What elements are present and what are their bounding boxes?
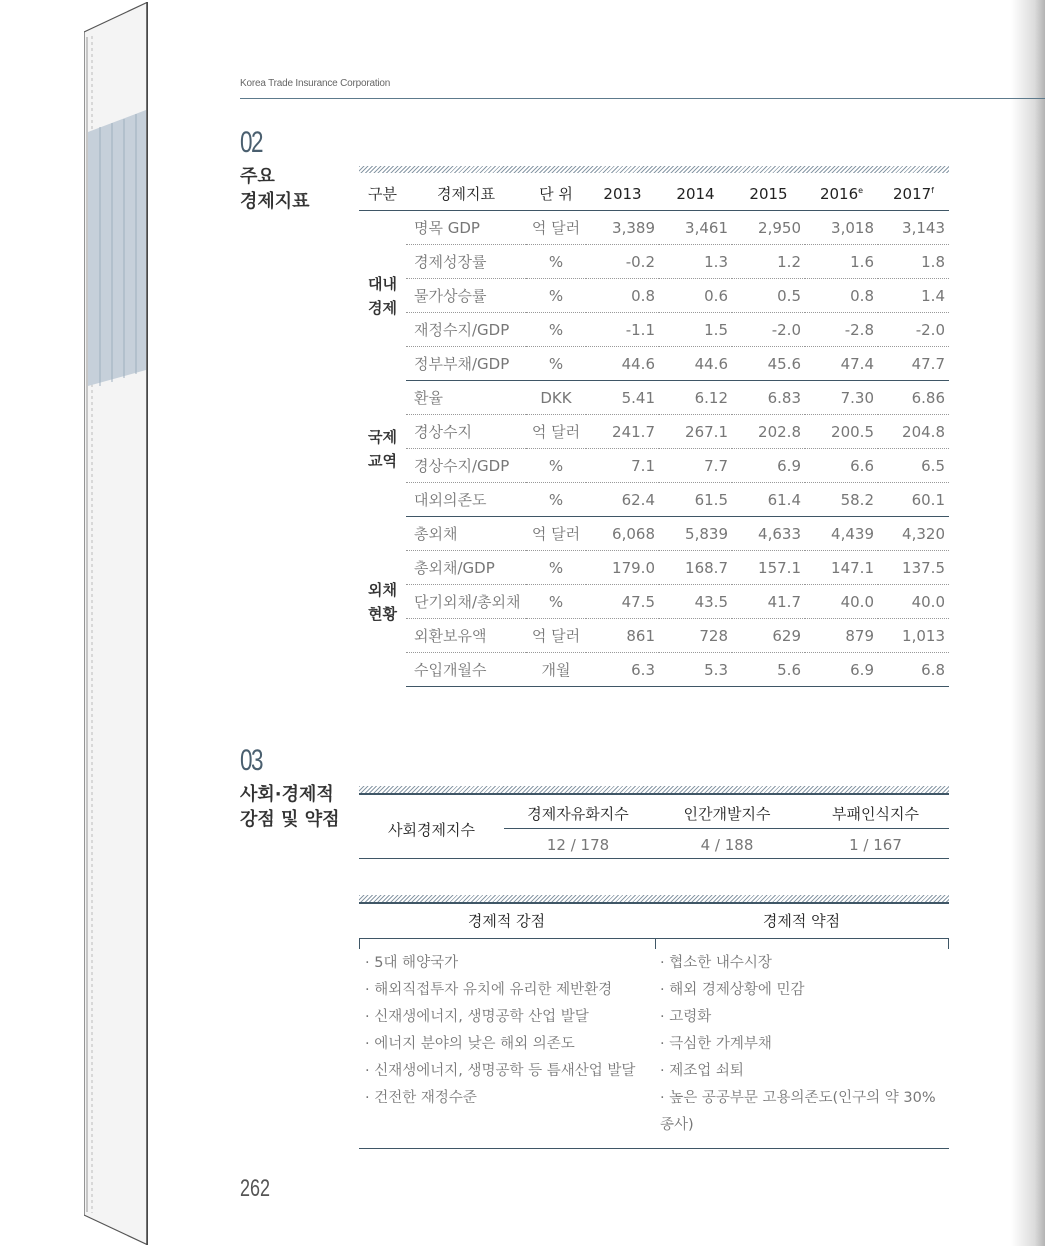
indicator-unit: DKK <box>526 381 586 415</box>
table-row <box>359 551 949 585</box>
year-header: 2017$^f$ <box>878 177 949 211</box>
indicator-value: 3,461 <box>659 211 732 245</box>
weakness-list <box>654 950 949 1139</box>
indicator-unit: 억 달러 <box>526 415 586 449</box>
table-hatch-bar <box>359 166 949 173</box>
indicator-value: 200.5 <box>805 415 878 449</box>
page <box>148 0 1045 1246</box>
table-row <box>359 449 949 483</box>
indicator-value: 267.1 <box>659 415 732 449</box>
indicator-value: 44.6 <box>586 347 659 381</box>
indicator-value: 47.7 <box>878 347 949 381</box>
table-header-row <box>359 904 949 938</box>
indicator-value: 5.41 <box>586 381 659 415</box>
indicator-value: 168.7 <box>659 551 732 585</box>
indicator-unit: % <box>526 551 586 585</box>
indicator-value: 61.5 <box>659 483 732 517</box>
indicator-value: 147.1 <box>805 551 878 585</box>
indicator-name: 재정수지/GDP <box>406 313 526 347</box>
table-row <box>359 415 949 449</box>
indicator-value: 0.6 <box>659 279 732 313</box>
section-number: 02 <box>240 126 263 159</box>
indicator-name: 외환보유액 <box>406 619 526 653</box>
strengths-weaknesses-table <box>359 904 949 1133</box>
indicator-value: 137.5 <box>878 551 949 585</box>
indicator-name: 경상수지 <box>406 415 526 449</box>
indicator-value: 2,950 <box>732 211 805 245</box>
table-header-row <box>359 177 949 211</box>
indicator-value: -2.0 <box>732 313 805 347</box>
socio-economic-index-table <box>359 798 949 861</box>
indicator-value: 1.5 <box>659 313 732 347</box>
section-title-line: 주요 <box>240 166 275 187</box>
section-title <box>240 782 339 832</box>
strength-item: · 해외직접투자 유치에 유리한 제반환경 <box>365 977 654 1004</box>
index-value: 12 / 178 <box>546 836 610 854</box>
indicator-value: 58.2 <box>805 483 878 517</box>
strength-item: · 에너지 분야의 낮은 해외 의존도 <box>365 1031 654 1058</box>
indicator-value: -0.2 <box>586 245 659 279</box>
indicator-unit: % <box>526 313 586 347</box>
indicator-value: 157.1 <box>732 551 805 585</box>
header-bracket <box>655 938 949 949</box>
group-label: 국제 교역 <box>368 427 397 470</box>
group-label: 대내 경제 <box>368 274 397 317</box>
indicator-value: 3,018 <box>805 211 878 245</box>
strength-item: · 신재생에너지, 생명공학 산업 발달 <box>365 1004 654 1031</box>
indicator-value: 47.5 <box>586 585 659 619</box>
book-edge <box>84 2 148 1245</box>
indicator-value: 62.4 <box>586 483 659 517</box>
indicator-unit: % <box>526 347 586 381</box>
col-header: 인간개발지수 <box>652 798 802 829</box>
year-header: 2014 <box>659 177 732 211</box>
header-bracket <box>359 938 656 949</box>
table-row <box>359 653 949 687</box>
header-rule <box>240 98 1045 99</box>
indicator-value: 879 <box>805 619 878 653</box>
indicator-value: 241.7 <box>586 415 659 449</box>
table-row <box>359 483 949 517</box>
economic-indicators-table <box>359 177 949 687</box>
indicator-name: 정부부채/GDP <box>406 347 526 381</box>
section-title-line: 사회·경제적 <box>240 784 334 805</box>
indicator-unit: % <box>526 245 586 279</box>
indicator-value: 4,320 <box>878 517 949 551</box>
indicator-value: 1.6 <box>805 245 878 279</box>
indicator-value: -2.8 <box>805 313 878 347</box>
indicator-unit: % <box>526 449 586 483</box>
weakness-item: · 고령화 <box>660 1004 949 1031</box>
strength-item: · 건전한 재정수준 <box>365 1085 654 1112</box>
year-header: 2013 <box>586 177 659 211</box>
indicator-value: 728 <box>659 619 732 653</box>
indicator-value: 44.6 <box>659 347 732 381</box>
indicator-value: 861 <box>586 619 659 653</box>
col-header: 구분 <box>359 177 406 211</box>
indicator-value: 7.30 <box>805 381 878 415</box>
indicator-value: 629 <box>732 619 805 653</box>
indicator-value: 4,633 <box>732 517 805 551</box>
table-bottom-rule <box>359 858 949 859</box>
indicator-value: 43.5 <box>659 585 732 619</box>
indicator-name: 수입개월수 <box>406 653 526 687</box>
indicator-value: 3,389 <box>586 211 659 245</box>
weakness-header: 경제적 약점 <box>762 912 841 930</box>
indicator-name: 경제성장률 <box>406 245 526 279</box>
indicator-value: 204.8 <box>878 415 949 449</box>
section-title-line: 강점 및 약점 <box>240 809 340 830</box>
indicator-unit: 억 달러 <box>526 619 586 653</box>
indicator-value: 40.0 <box>805 585 878 619</box>
indicator-value: 60.1 <box>878 483 949 517</box>
table-header-row <box>359 798 949 829</box>
indicator-value: 6.3 <box>586 653 659 687</box>
group-label: 외채 현황 <box>368 580 397 623</box>
weakness-item: · 제조업 쇠퇴 <box>660 1058 949 1085</box>
page-number: 262 <box>240 1175 271 1202</box>
indicator-value: 5,839 <box>659 517 732 551</box>
page-fold-shadow <box>1011 0 1045 1246</box>
indicator-value: 7.7 <box>659 449 732 483</box>
indicator-value: 4,439 <box>805 517 878 551</box>
indicator-name: 명목 GDP <box>406 211 526 245</box>
table-row <box>359 585 949 619</box>
indicator-value: 202.8 <box>732 415 805 449</box>
indicator-value: 6.6 <box>805 449 878 483</box>
table-row <box>359 211 949 245</box>
weakness-item: · 극심한 가계부채 <box>660 1031 949 1058</box>
indicator-unit: 개월 <box>526 653 586 687</box>
weakness-item: · 해외 경제상황에 민감 <box>660 977 949 1004</box>
strength-header: 경제적 강점 <box>467 912 546 930</box>
indicator-unit: % <box>526 483 586 517</box>
indicator-value: 1.3 <box>659 245 732 279</box>
indicator-value: 6.9 <box>732 449 805 483</box>
indicator-value: 6.12 <box>659 381 732 415</box>
indicator-value: -1.1 <box>586 313 659 347</box>
section-number: 03 <box>240 744 263 777</box>
indicator-name: 환율 <box>406 381 526 415</box>
indicator-unit: % <box>526 279 586 313</box>
indicator-name: 경상수지/GDP <box>406 449 526 483</box>
table-hatch-bar <box>359 895 949 902</box>
indicator-value: 1.2 <box>732 245 805 279</box>
col-header: 부패인식지수 <box>802 798 949 829</box>
indicator-unit: 억 달러 <box>526 211 586 245</box>
indicator-name: 물가상승률 <box>406 279 526 313</box>
indicator-unit: 억 달러 <box>526 517 586 551</box>
indicator-value: 0.5 <box>732 279 805 313</box>
strength-item: · 5대 해양국가 <box>365 950 654 977</box>
indicator-name: 총외채/GDP <box>406 551 526 585</box>
strengths-weaknesses-body <box>359 950 949 1139</box>
indicator-value: 6.86 <box>878 381 949 415</box>
indicator-value: 5.3 <box>659 653 732 687</box>
indicator-value: 1,013 <box>878 619 949 653</box>
indicator-value: 6.9 <box>805 653 878 687</box>
indicator-name: 대외의존도 <box>406 483 526 517</box>
strength-item: · 신재생에너지, 생명공학 등 틈새산업 발달 <box>365 1058 654 1085</box>
table-row <box>359 279 949 313</box>
col-header: 경제자유화지수 <box>504 798 652 829</box>
table-row <box>359 313 949 347</box>
indicator-value: 179.0 <box>586 551 659 585</box>
indicator-value: 41.7 <box>732 585 805 619</box>
section-title-line: 경제지표 <box>240 191 310 212</box>
strength-list <box>359 950 654 1139</box>
table-row <box>359 347 949 381</box>
table-top-rule <box>359 793 949 795</box>
table-hatch-bar <box>359 786 949 793</box>
indicator-value: 6.83 <box>732 381 805 415</box>
weakness-item: · 협소한 내수시장 <box>660 950 949 977</box>
indicator-value: 45.6 <box>732 347 805 381</box>
indicator-value: 61.4 <box>732 483 805 517</box>
indicator-value: 40.0 <box>878 585 949 619</box>
indicator-value: -2.0 <box>878 313 949 347</box>
indicator-value: 7.1 <box>586 449 659 483</box>
index-value: 1 / 167 <box>849 836 902 854</box>
year-header: 2016e <box>805 177 878 211</box>
indicator-name: 단기외채/총외채 <box>406 585 526 619</box>
indicator-value: 0.8 <box>586 279 659 313</box>
table-bottom-rule <box>359 1148 949 1149</box>
section-title <box>240 164 310 214</box>
indicator-value: 3,143 <box>878 211 949 245</box>
indicator-name: 총외채 <box>406 517 526 551</box>
row-label: 사회경제지수 <box>388 821 475 839</box>
indicator-value: 6.5 <box>878 449 949 483</box>
indicator-value: 6.8 <box>878 653 949 687</box>
indicator-value: 1.4 <box>878 279 949 313</box>
weakness-item: · 높은 공공부문 고용의존도(인구의 약 30% 종사) <box>660 1085 949 1139</box>
indicator-value: 0.8 <box>805 279 878 313</box>
index-value: 4 / 188 <box>700 836 754 854</box>
table-row <box>359 517 949 551</box>
year-header: 2015 <box>732 177 805 211</box>
table-row <box>359 381 949 415</box>
table-row <box>359 619 949 653</box>
indicator-value: 47.4 <box>805 347 878 381</box>
col-header: 경제지표 <box>406 177 526 211</box>
running-header: Korea Trade Insurance Corporation <box>240 78 391 89</box>
table-row <box>359 245 949 279</box>
indicator-unit: % <box>526 585 586 619</box>
indicator-value: 6,068 <box>586 517 659 551</box>
col-header: 단 위 <box>526 177 586 211</box>
indicator-value: 1.8 <box>878 245 949 279</box>
indicator-value: 5.6 <box>732 653 805 687</box>
